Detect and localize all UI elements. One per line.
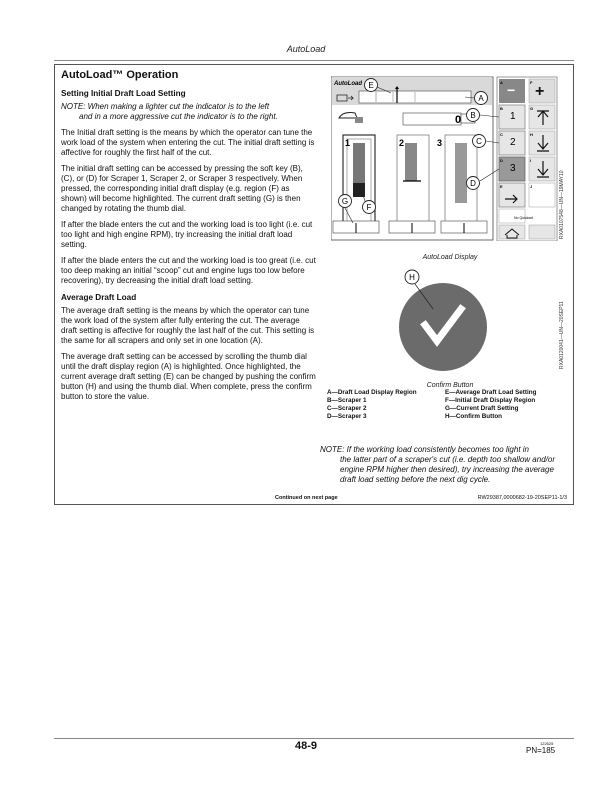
softkey-number-3: 3 xyxy=(510,163,516,174)
legend-item: A—Draft Load Display Region xyxy=(327,389,417,396)
paragraph-1: The Initial draft setting is the means by which the operator can tune the work load of the system when entering the cut. The initial draft setting is affective for roughly the first half of the cut. xyxy=(61,128,315,157)
footer-small-code: 122625 xyxy=(540,741,554,746)
svg-text:G: G xyxy=(341,197,349,206)
softkey-corner-j: J xyxy=(530,184,533,189)
screen-title: AutoLoad xyxy=(334,81,362,87)
legend-item: E—Average Draft Load Setting xyxy=(445,389,537,396)
scraper-label-3: 3 xyxy=(437,138,443,148)
softkey-corner-b: B xyxy=(500,106,503,111)
softkey-corner-g: G xyxy=(530,106,534,111)
paragraph-2: The initial draft setting can be accessed by pressing the soft key (B), (C), or (D) for Scraper 1, Scraper 2, or Scraper 3 respectively. When pressed, the corresponding initial draft display (e.g. region (F) as shown) will become highlighted. The current draft setting (G) is then changed by rotating the thumb dial. xyxy=(61,164,303,213)
softkey-number-2: 2 xyxy=(510,137,516,148)
svg-text:A: A xyxy=(478,94,484,103)
callout-h: H xyxy=(409,273,415,282)
autoload-display-illustration xyxy=(331,73,569,241)
paragraph-5: The average draft setting is the means by which the operator can tune the work load of the system after fully entering the cut. The average draft setting is affective for roughly the last half of the cut. This setting is the same for all scrapers and only set in one location (A). xyxy=(61,306,315,345)
legend-right xyxy=(445,389,571,421)
svg-text:−: − xyxy=(507,82,516,98)
pn-number: PN=185 xyxy=(526,746,556,755)
draft-value-zero: 0 xyxy=(455,114,462,126)
paragraph-3: If after the blade enters the cut and the working load is too light (i.e. cut too light and high engine RPM), try increasing the initial draft load setting. xyxy=(61,220,313,249)
subheading-average-draft: Average Draft Load xyxy=(61,293,137,302)
note-indicator xyxy=(61,102,317,122)
legend-item: C—Scraper 2 xyxy=(327,405,367,412)
figure2-caption: Confirm Button xyxy=(426,382,474,389)
autoload-display-figure xyxy=(331,73,569,389)
text-column xyxy=(61,68,317,408)
softkey-corner-d: D xyxy=(500,158,503,163)
svg-text:E: E xyxy=(368,81,374,90)
figure1-code: RXA0107548—UN—19MAY10 xyxy=(559,170,565,239)
legend-item: F—Initial Draft Display Region xyxy=(445,397,536,404)
softkey-corner-i: I xyxy=(530,158,532,163)
scraper-label-2: 2 xyxy=(399,138,405,148)
subheading-initial-draft: Setting Initial Draft Load Setting xyxy=(61,89,186,98)
svg-text:D: D xyxy=(470,179,476,188)
softkey-corner-a: A xyxy=(500,80,503,85)
softkey-corner-h: H xyxy=(530,132,533,137)
legend-left xyxy=(327,389,445,421)
reference-code: RW29387,0000682-19-20SEP11-1/3 xyxy=(477,495,567,501)
legend-item: B—Scraper 1 xyxy=(327,397,367,404)
note-indicator-first: NOTE: When making a lighter cut the indicator is to the left xyxy=(61,102,270,111)
no-quickset-label: No Quickset xyxy=(514,216,534,220)
legend-item: G—Current Draft Setting xyxy=(445,405,519,412)
figure-legend xyxy=(327,389,571,421)
paragraph-6: The average draft setting can be accessed by scrolling the thumb dial until the draft display region (A) is highlighted. Once highlighted, the current average draft setting (E) can be changed by pushing the confirm button (H) and using the thumb dial. When complete, press the confirm button to store the value. xyxy=(61,352,316,401)
softkey-corner-e: E xyxy=(500,184,503,189)
note-working-load-rest: the latter part of a scraper's cut (i.e. depth too shallow and/or engine RPM higher then desired), try increasing the average draft load setting before the next dig cycle. xyxy=(340,455,555,484)
legend-item: H—Confirm Button xyxy=(445,413,503,420)
note-indicator-rest: and in a more aggressive cut the indicator is to the right. xyxy=(79,112,278,121)
figure2-code: RXA0120041—UN—20SEP11 xyxy=(559,301,565,369)
paragraph-4: If after the blade enters the cut and the working load is too great (i.e. cut too deep making an initial “scoop” cut and engine lugs too low before recovering), try decreasing the initial draft load setting. xyxy=(61,256,316,285)
footer-rule xyxy=(54,738,574,739)
note-working-load-first: NOTE: If the working load consistently becomes too light in xyxy=(320,445,529,454)
svg-text:+: + xyxy=(535,83,545,100)
section-title: AutoLoad™ Operation xyxy=(61,69,179,81)
svg-text:F: F xyxy=(366,203,372,212)
legend-item: D—Scraper 3 xyxy=(327,413,367,420)
note-working-load xyxy=(320,445,572,485)
softkey-corner-c: C xyxy=(500,132,503,137)
header-rule xyxy=(54,60,574,61)
scraper-label-1: 1 xyxy=(345,138,351,148)
page-number: 48-9 xyxy=(294,740,318,752)
figure1-caption: AutoLoad Display xyxy=(422,254,478,261)
svg-text:C: C xyxy=(476,137,482,146)
continued-label: Continued on next page xyxy=(275,495,338,501)
confirm-button-illustration xyxy=(331,265,569,375)
running-title: AutoLoad xyxy=(286,44,326,54)
content-box xyxy=(54,64,574,505)
svg-text:B: B xyxy=(470,111,476,120)
softkey-corner-f: F xyxy=(530,80,533,85)
softkey-number-1: 1 xyxy=(510,111,516,122)
